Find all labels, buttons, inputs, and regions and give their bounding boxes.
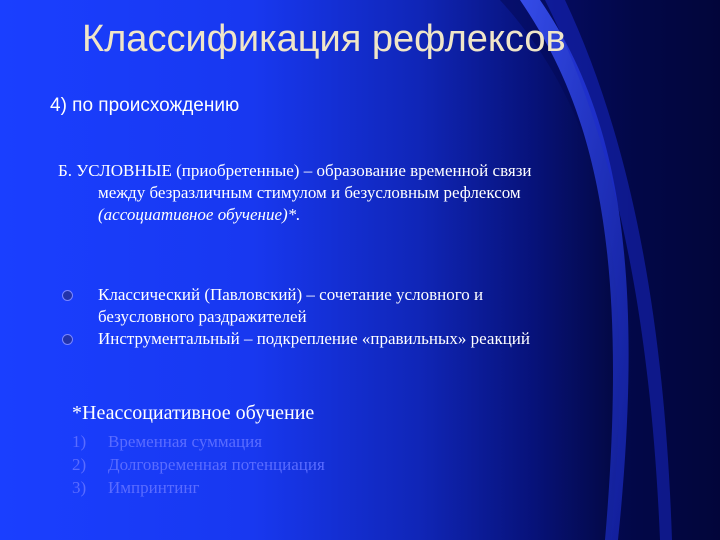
definition-line-3: (ассоциативное обучение)*. — [98, 205, 301, 224]
slide-title: Классификация рефлексов — [82, 18, 566, 60]
note-item-number: 2) — [72, 455, 87, 474]
note-heading: *Неассоциативное обучение — [72, 402, 315, 424]
bullet-item-classical — [58, 284, 658, 328]
slide-subtitle: 4) по происхождению — [50, 95, 240, 116]
bullet-line: Классический (Павловский) – сочетание условного и — [98, 285, 484, 304]
note-item-text: Временная суммация — [108, 432, 263, 451]
note-item-text: Импринтинг — [108, 478, 200, 497]
bullet-line: безусловного раздражителей — [98, 307, 307, 326]
note-item — [72, 476, 325, 499]
note-list — [72, 430, 325, 499]
note-item-number: 3) — [72, 478, 87, 497]
bullet-icon — [62, 334, 73, 345]
note-item — [72, 430, 325, 453]
bullet-icon — [62, 290, 73, 301]
definition-line-1-text: (приобретенные) – образование временной связи — [171, 161, 532, 180]
definition-block — [58, 160, 678, 226]
note-item-number: 1) — [72, 432, 87, 451]
definition-line-1 — [58, 160, 678, 182]
definition-term: Б. УСЛОВНЫЕ — [58, 161, 172, 180]
definition-line-2: между безразличным стимулом и безусловным рефлексом — [98, 183, 521, 202]
bullet-item-instrumental — [58, 328, 658, 350]
bullet-list — [58, 284, 658, 350]
bullet-line: Инструментальный – подкрепление «правильных» реакций — [98, 329, 530, 348]
note-item-text: Долговременная потенциация — [108, 455, 325, 474]
note-item — [72, 453, 325, 476]
